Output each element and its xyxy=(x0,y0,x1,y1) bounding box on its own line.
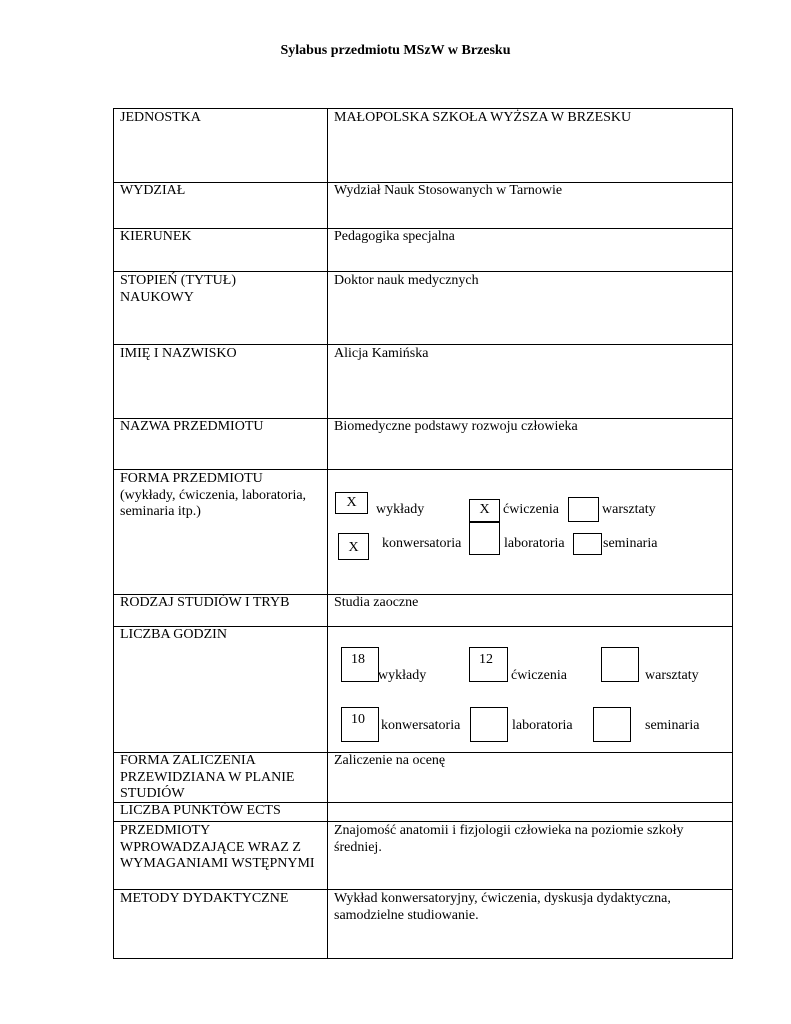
option-forma-seminaria: seminaria xyxy=(603,536,658,551)
value-przedmioty-wprowadzajace: Znajomość anatomii i fizjologii człowieka na poziomie szkoły średniej. xyxy=(334,823,684,855)
value-imie-nazwisko: Alicja Kamińska xyxy=(334,346,429,361)
value-stopien: Doktor nauk medycznych xyxy=(334,273,479,288)
page-title: Sylabus przedmiotu MSzW w Brzesku xyxy=(280,43,511,58)
option-forma-laboratoria: laboratoria xyxy=(504,536,565,551)
hours-label-laboratoria: laboratoria xyxy=(512,718,573,733)
checkbox-forma-laboratoria[interactable] xyxy=(469,522,500,555)
option-forma-cwiczenia: ćwiczenia xyxy=(503,502,559,517)
hours-wyklady[interactable]: 18 xyxy=(341,647,379,682)
checkbox-forma-warsztaty[interactable] xyxy=(568,497,599,522)
row-divider xyxy=(114,821,732,822)
label-jednostka: JEDNOSTKA xyxy=(120,110,201,125)
hours-cwiczenia[interactable]: 12 xyxy=(469,647,508,682)
hours-label-seminaria: seminaria xyxy=(645,718,700,733)
option-forma-konwersatoria: konwersatoria xyxy=(382,536,462,551)
label-wydzial: WYDZIAŁ xyxy=(120,183,186,198)
label-nazwa-przedmiotu: NAZWA PRZEDMIOTU xyxy=(120,419,264,434)
label-forma-przedmiotu: FORMA PRZEDMIOTU (wykłady, ćwiczenia, laboratoria, seminaria itp.) xyxy=(120,471,307,519)
value-metody-dydaktyczne: Wykład konwersatoryjny, ćwiczenia, dyskusja dydaktyczna, samodzielne studiowanie. xyxy=(334,891,671,923)
row-divider xyxy=(114,889,732,890)
value-wydzial: Wydział Nauk Stosowanych w Tarnowie xyxy=(334,183,563,198)
checkbox-forma-wyklady[interactable]: X xyxy=(335,492,368,514)
label-liczba-godzin: LICZBA GODZIN xyxy=(120,627,227,642)
label-imie-nazwisko: IMIĘ I NAZWISKO xyxy=(120,346,237,361)
syllabus-table xyxy=(113,108,733,959)
checkbox-forma-cwiczenia[interactable]: X xyxy=(469,499,500,522)
label-metody-dydaktyczne: METODY DYDAKTYCZNE xyxy=(120,891,289,906)
value-forma-zaliczenia: Zaliczenie na ocenę xyxy=(334,753,446,768)
label-forma-zaliczenia: FORMA ZALICZENIA PRZEWIDZIANA W PLANIE STUDIÓW xyxy=(120,753,295,801)
hours-label-wyklady: wykłady xyxy=(378,668,427,683)
checkbox-forma-seminaria[interactable] xyxy=(573,533,602,555)
value-nazwa-przedmiotu: Biomedyczne podstawy rozwoju człowieka xyxy=(334,419,578,434)
column-divider xyxy=(327,109,328,958)
option-forma-wyklady: wykłady xyxy=(376,502,425,517)
row-divider xyxy=(114,344,732,345)
checkbox-forma-konwersatoria[interactable]: X xyxy=(338,533,369,560)
hours-label-cwiczenia: ćwiczenia xyxy=(511,668,567,683)
label-przedmioty-wprowadzajace: PRZEDMIOTY WPROWADZAJĄCE WRAZ Z WYMAGANIAMI WSTĘPNYMI xyxy=(120,823,315,871)
hours-label-warsztaty: warsztaty xyxy=(645,668,699,683)
label-ects: LICZBA PUNKTÓW ECTS xyxy=(120,803,281,818)
hours-konwersatoria[interactable]: 10 xyxy=(341,707,379,742)
label-stopien: STOPIEŃ (TYTUŁ) NAUKOWY xyxy=(120,273,237,305)
value-rodzaj-studiow: Studia zaoczne xyxy=(334,595,419,610)
label-kierunek: KIERUNEK xyxy=(120,229,192,244)
hours-laboratoria[interactable] xyxy=(470,707,508,742)
hours-seminaria[interactable] xyxy=(593,707,631,742)
hours-label-konwersatoria: konwersatoria xyxy=(381,718,461,733)
label-rodzaj-studiow: RODZAJ STUDIÓW I TRYB xyxy=(120,595,290,610)
value-jednostka: MAŁOPOLSKA SZKOŁA WYŻSZA W BRZESKU xyxy=(334,110,632,125)
row-divider xyxy=(114,271,732,272)
value-kierunek: Pedagogika specjalna xyxy=(334,229,455,244)
hours-warsztaty[interactable] xyxy=(601,647,639,682)
option-forma-warsztaty: warsztaty xyxy=(602,502,656,517)
row-divider xyxy=(114,469,732,470)
